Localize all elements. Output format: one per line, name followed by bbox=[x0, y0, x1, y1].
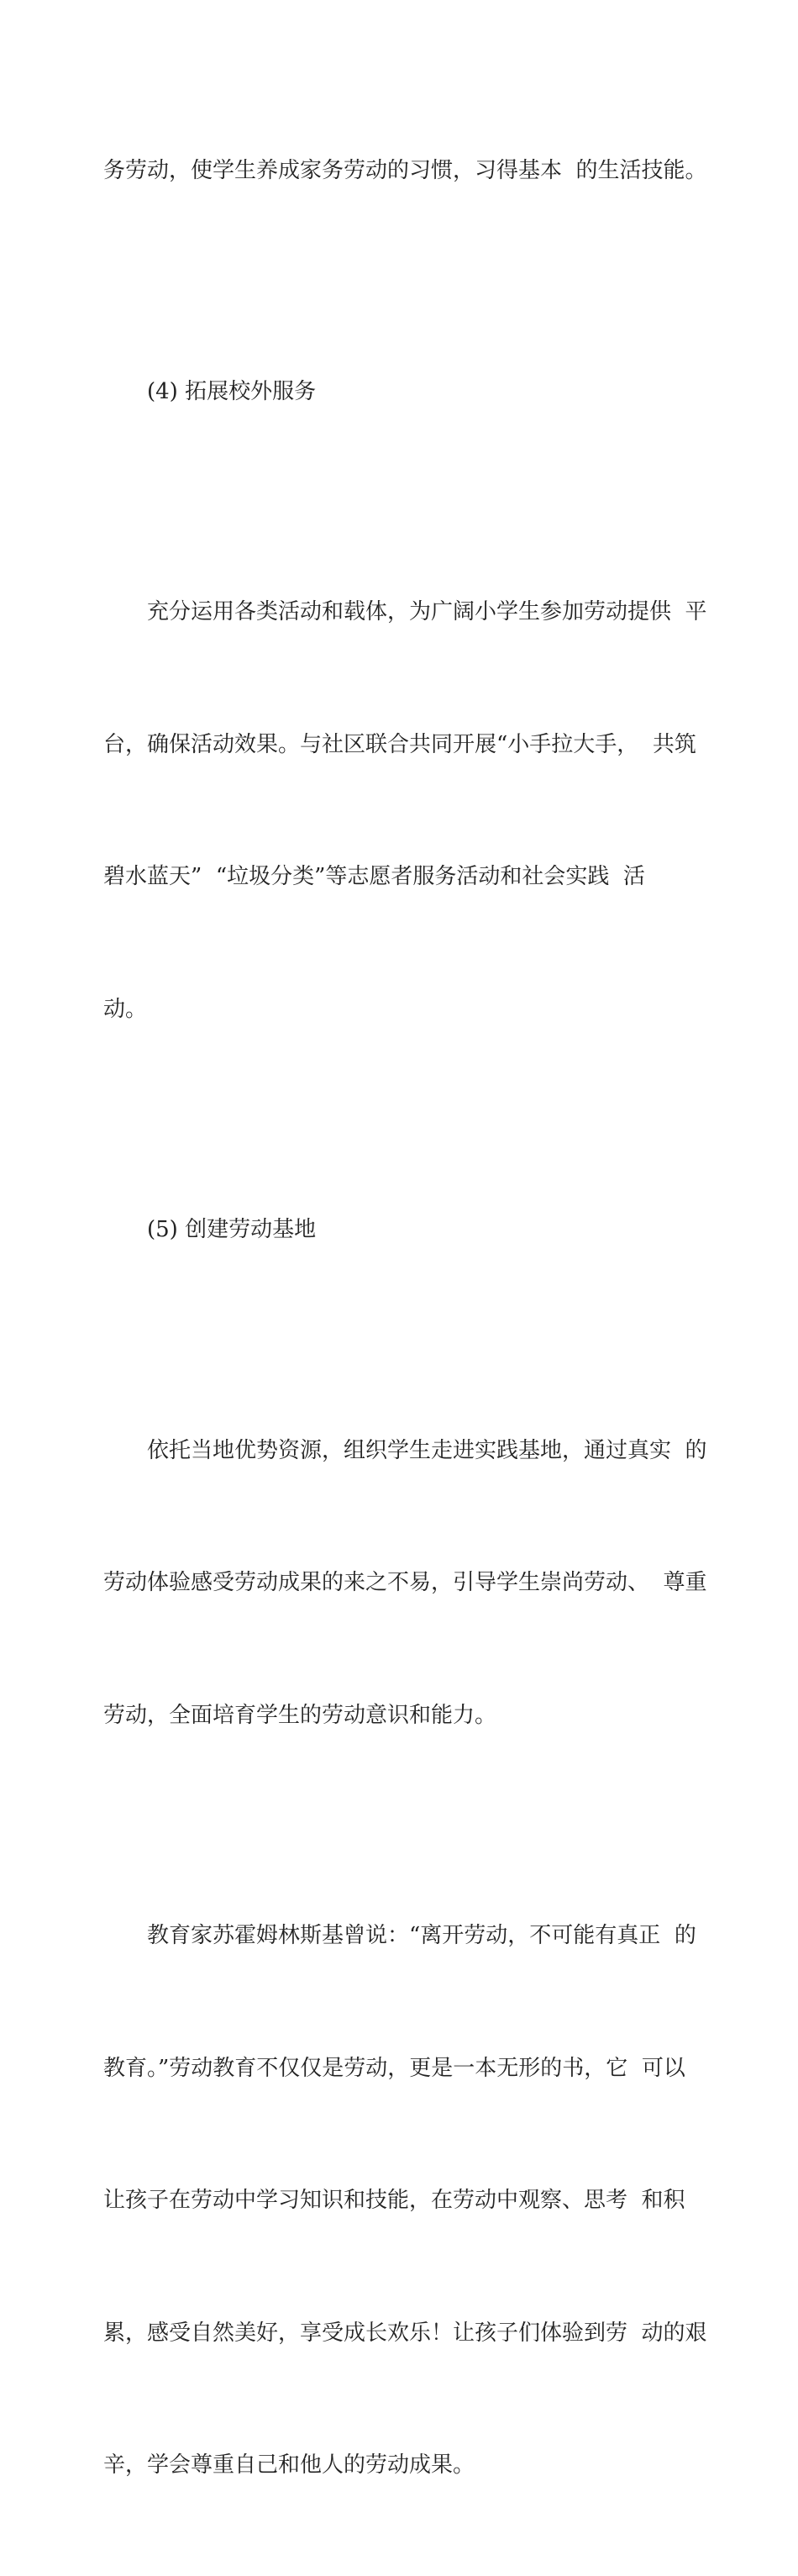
paragraph-service bbox=[103, 502, 708, 1119]
document-body bbox=[103, 61, 708, 2576]
section-heading-5 bbox=[103, 1119, 708, 1341]
text-line: 累，感受自然美好，享受成长欢乐！让孩子们体验到劳 动的艰 bbox=[103, 2320, 707, 2346]
paragraph-quote bbox=[103, 1825, 708, 2576]
text-line: 教育家苏霍姆林斯基曾说：“离开劳动，不可能有真正 的 bbox=[147, 1923, 696, 1948]
paragraph-base bbox=[103, 1341, 708, 1826]
text-line: 让孩子在劳动中学习知识和技能，在劳动中观察、思考 和积 bbox=[103, 2188, 685, 2213]
text-line: 充分运用各类活动和载体，为广阔小学生参加劳动提供 平 bbox=[147, 599, 707, 624]
text-line: 依托当地优势资源，组织学生走进实践基地，通过真实 的 bbox=[147, 1437, 707, 1463]
text-line: 劳动，全面培育学生的劳动意识和能力。 bbox=[103, 1702, 497, 1728]
section-heading-4 bbox=[103, 282, 708, 503]
paragraph-continuation bbox=[103, 61, 708, 282]
text-line: (4) 拓展校外服务 bbox=[147, 378, 317, 404]
text-line: 动。 bbox=[103, 996, 148, 1022]
text-line: 辛，学会尊重自己和他人的劳动成果。 bbox=[103, 2452, 475, 2478]
text-line: (5) 创建劳动基地 bbox=[147, 1217, 317, 1242]
text-line: 碧水蓝天” “垃圾分类”等志愿者服务活动和社会实践 活 bbox=[103, 864, 645, 889]
text-line: 台，确保活动效果。与社区联合共同开展“小手拉大手， 共筑 bbox=[103, 731, 696, 757]
text-line: 劳动体验感受劳动成果的来之不易，引导学生崇尚劳动、 尊重 bbox=[103, 1570, 707, 1595]
text-line: 教育。”劳动教育不仅仅是劳动，更是一本无形的书，它 可以 bbox=[103, 2055, 685, 2081]
text-line: 务劳动，使学生养成家务劳动的习惯，习得基本 的生活技能。 bbox=[103, 158, 707, 183]
